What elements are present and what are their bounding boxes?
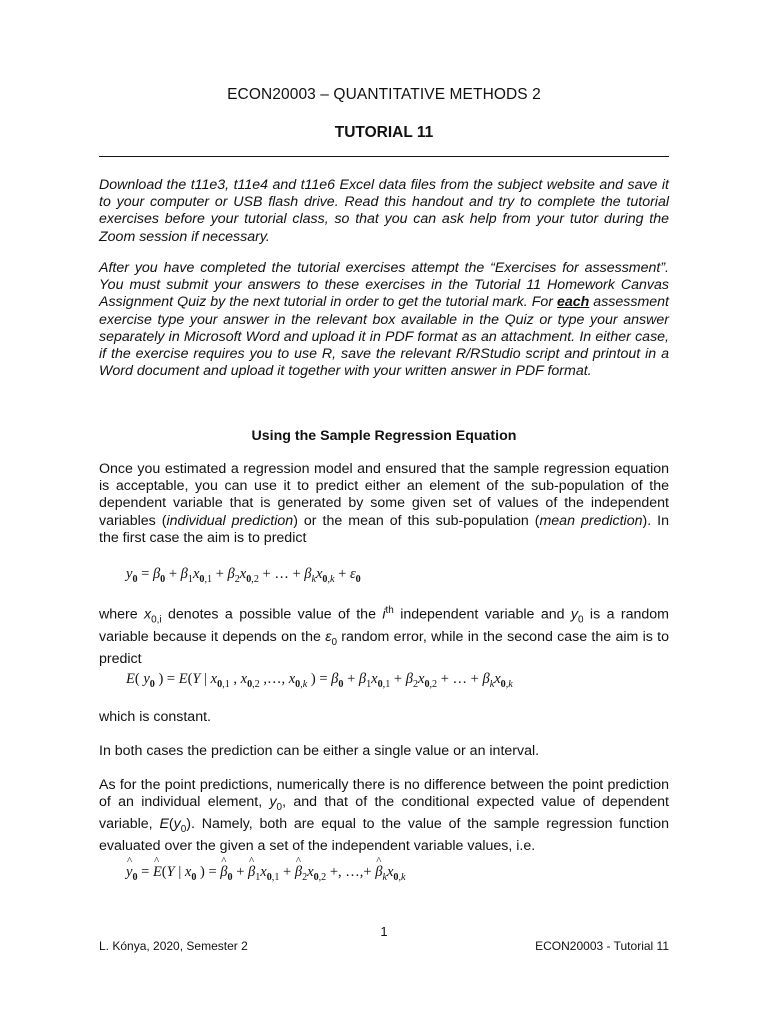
footer-course: ECON20003 - Tutorial 11	[535, 939, 669, 953]
th-superscript: th	[385, 605, 394, 616]
y0-symbol-2: y	[173, 816, 181, 833]
section-heading: Using the Sample Regression Equation	[251, 428, 517, 444]
p7-open-paren: (	[168, 816, 174, 833]
p7-text-d: ). Namely, both are equal to the value of the sample regression function evaluated over the given a set of the independent variable values, i.e.	[99, 816, 669, 855]
course-title: ECON20003 – QUANTITATIVE METHODS 2	[227, 86, 541, 103]
assessment-text-b: assessment exercise type your answer in the relevant box available in the Quiz or type your answer separately in Microsoft Word and upload it in PDF format as an attachment. In either case, if the exercise requires you to use R, save the relevant R/RStudio script and printout in a Word document and upload it together with your written answer in PDF format.	[99, 294, 669, 380]
paragraph-where	[99, 602, 669, 668]
paragraph-both-cases: In both cases the prediction can be either a single value or an interval.	[99, 743, 540, 759]
p4-text-b: denotes a possible value of the	[161, 606, 383, 623]
p4-text-c: independent variable and	[393, 606, 571, 623]
p7-text-a: As for the point predictions, numerically there is no difference between the point prediction of an individual element,	[99, 777, 669, 811]
equation-point-prediction: ^ $y_0$ = ^ E(Y | $x_0$ ) = ^ $\beta_0$ + ^ $\beta_1x_{0,1}$ + ^ $\beta_2x_{0,2}$ +, …,+ ^ $\beta_kx_{0,k}$	[126, 864, 405, 883]
epsilon-symbol: ε	[325, 628, 332, 645]
x-symbol: x	[144, 606, 152, 623]
p7-text-b: , and that of the conditional expected value of dependent variable,	[99, 794, 669, 833]
p3-text-b: ) or the mean of this sub-population (	[293, 512, 540, 529]
y-symbol: y	[570, 606, 578, 623]
i-symbol: i	[382, 606, 386, 623]
p4-text-e: random error, while in the second case the aim is to predict	[99, 628, 669, 667]
equation-mean: E( $y_0$ ) = E(Y | $x_{0,1}$ , $x_{0,2}$ ,…, $x_{0,k}$ ) = $\beta_0 + \beta_1x_{0,1} + \beta_2x_{0,2}$ + … + $\beta_kx_{0,k}$	[126, 671, 513, 690]
page-number: 1	[380, 924, 388, 939]
title-divider	[99, 156, 669, 157]
tutorial-title: TUTORIAL 11	[334, 124, 434, 141]
epsilon-subscript: 0	[331, 636, 337, 648]
y-subscript: 0	[578, 614, 584, 626]
p4-text-a: where	[99, 606, 145, 623]
intro-paragraph-download: Download the t11e3, t11e4 and t11e6 Excel data files from the subject website and save it to your computer or USB flash drive. Read this handout and try to complete the tutorial exercises before your tutorial class, so that you can ask help from your tutor during the Zoom session if necessary.	[99, 177, 669, 245]
each-emphasis: each	[556, 294, 590, 311]
paragraph-constant: which is constant.	[99, 709, 211, 725]
assessment-text-a: After you have completed the tutorial exercises attempt the “Exercises for assessment”. You must submit your answers to these exercises in the Tutorial 11 Homework Canvas Assignment Quiz by the next tutorial in order to get the tutorial mark. For	[99, 260, 669, 311]
p3-text-c: ). In the first case the aim is to predict	[99, 512, 669, 546]
y0-subscript-2: 0	[180, 824, 187, 836]
expectation-symbol: E	[159, 816, 169, 833]
paragraph-point-predictions	[99, 777, 669, 855]
equation-individual: $y_0 = \beta_0 + \beta_1x_{0,1} + \beta_2x_{0,2}$ + … + $\beta_kx_{0,k} + \varepsilon_0$	[126, 566, 361, 585]
individual-prediction-term: individual prediction	[166, 512, 294, 529]
p4-text-d: is a random variable because it depends on the	[99, 606, 669, 645]
footer-author: L. Kónya, 2020, Semester 2	[99, 939, 248, 953]
paragraph-regression-intro	[99, 461, 669, 547]
x-subscript: 0,i	[151, 614, 162, 626]
intro-paragraph-assessment	[99, 260, 669, 380]
y0-subscript: 0	[276, 802, 283, 814]
mean-prediction-term: mean prediction	[539, 512, 643, 529]
p3-text-a: Once you estimated a regression model and ensured that the sample regression equation is acceptable, you can use it to predict either an element of the sub-population of the dependent variable that is generated by some given set of values of the independent variables (	[99, 461, 669, 529]
y0-symbol: y	[269, 794, 277, 811]
